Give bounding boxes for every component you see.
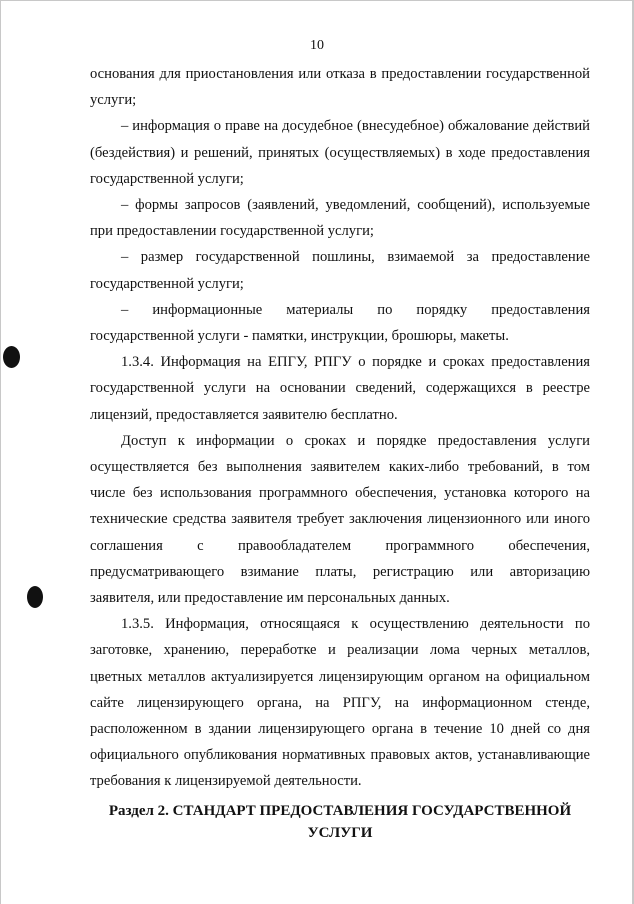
paragraph-request-forms: – формы запросов (заявлений, уведомлений, сообщений), используемые при предоставлении государственной услуги; [90,197,590,240]
paragraph-refusal-grounds: основания для приостановления или отказа в предоставлении государственной услуги; [90,66,590,109]
section-heading-line-1: Раздел 2. СТАНДАРТ ПРЕДОСТАВЛЕНИЯ ГОСУДАРСТВЕННОЙ [108,803,572,819]
scan-left-edge [0,0,1,904]
paragraph-state-fee: – размер государственной пошлины, взимаемой за предоставление государственной услуги; [90,249,590,292]
page-number: 10 [310,38,324,53]
punch-hole-bottom [27,586,43,608]
scan-top-edge [0,0,634,1]
paragraph-1-3-5: 1.3.5. Информация, относящаяся к осуществлению деятельности по заготовке, хранению, переработке и реализации лома черных металлов, цветных металлов актуализируется лицензирующим органом на официальном сайте лицензирующего органа, на РПГУ, на информационном стенде, расположенном в здании лицензирующего органа в течение 10 дней со дня официального опубликования нормативных правовых актов, устанавливающие требования к лицензируемой деятельности. [90,616,590,790]
paragraph-1-3-4: 1.3.4. Информация на ЕПГУ, РПГУ о порядке и сроках предоставления государственной услуги на основании сведений, содержащихся в реестре лицензий, предоставляется заявителю бесплатно. [90,354,590,423]
paragraph-access-to-info: Доступ к информации о сроках и порядке предоставления услуги осуществляется без выполнения заявителем каких-либо требований, в том числе без использования программного обеспечения, установка которого на технические средства заявителя требует заключения лицензионного или иного соглашения с правообладателем программного обеспечения, предусматривающего взимание платы, регистрацию или авторизацию заявителя, или предоставление им персональных данных. [90,432,590,607]
paragraph-appeal-info: – информация о праве на досудебное (внесудебное) обжалование действий (бездействия) и решений, принятых (осуществляемых) в ходе предоставления государственной услуги; [90,118,590,187]
body-text [90,61,590,795]
section-heading-line-2: УСЛУГИ [307,825,373,841]
paragraph-info-materials: – информационные материалы по порядку предоставления государственной услуги - памятки, инструкции, брошюры, макеты. [90,301,590,345]
punch-hole-top [3,346,20,368]
section-heading [100,800,580,844]
